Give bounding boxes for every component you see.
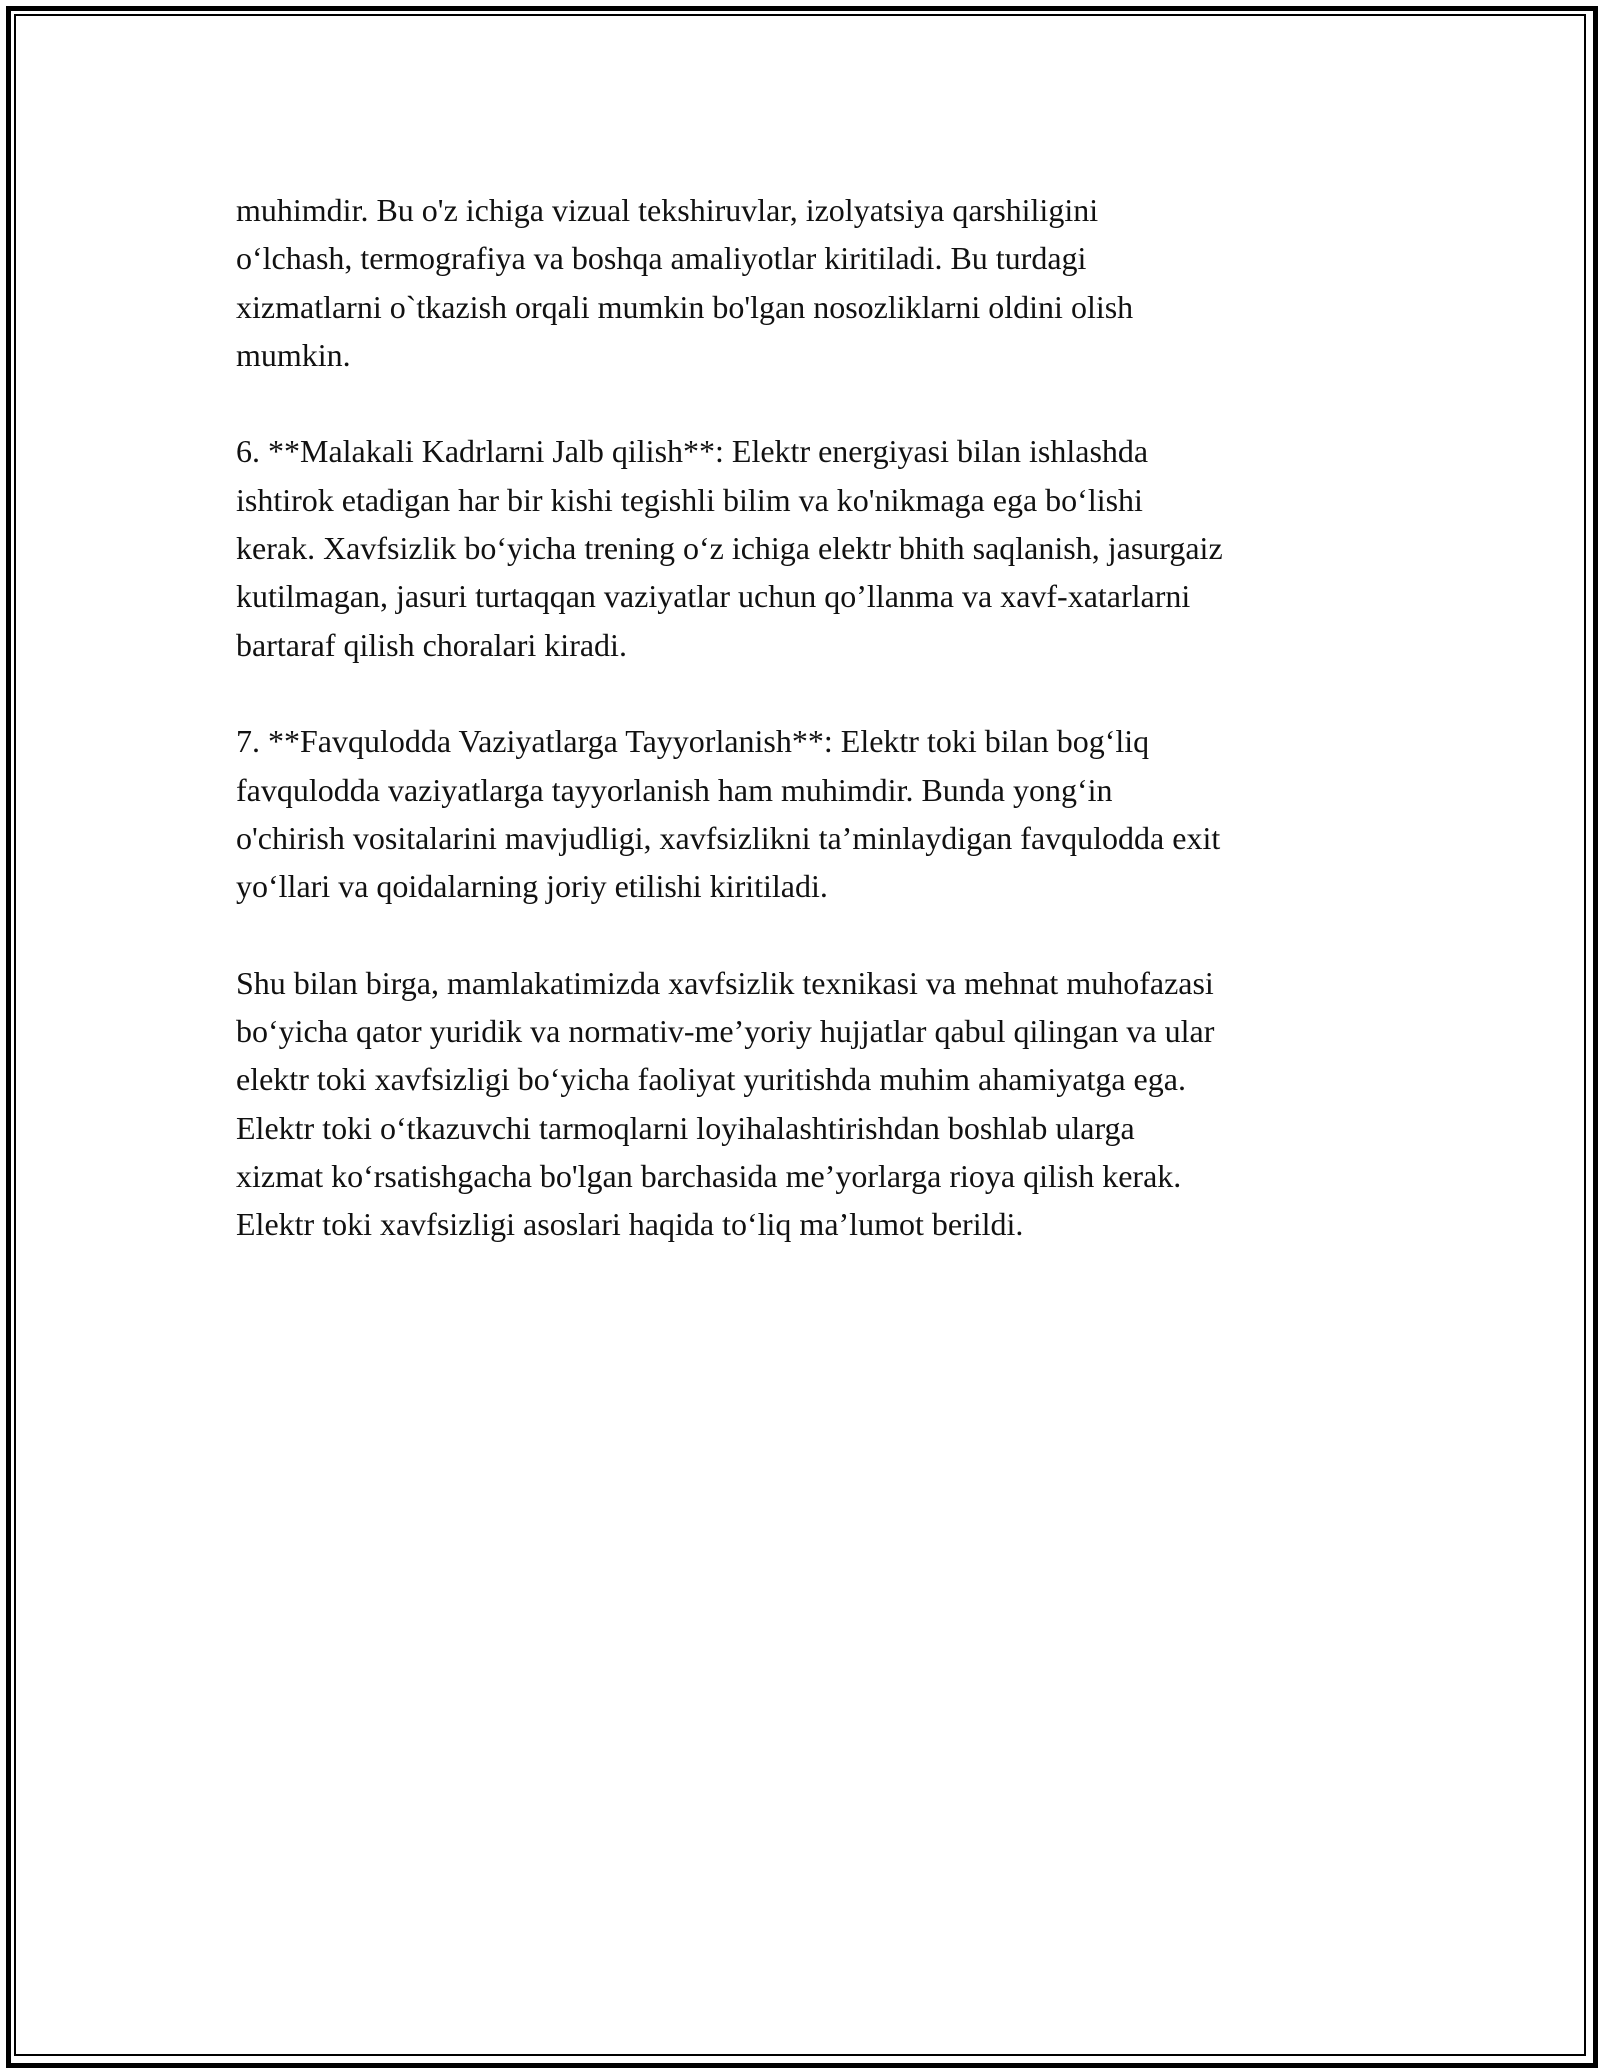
text-line: bo‘yicha qator yuridik va normativ-me’yoriy hujjatlar qabul qilingan va ular: [236, 1013, 1215, 1050]
paragraph-item-6-qualified-staff: [236, 427, 1376, 668]
text-line: yo‘llari va qoidalarning joriy etilishi kiritiladi.: [236, 868, 828, 905]
text-line: Shu bilan birga, mamlakatimizda xavfsizlik texnikasi va mehnat muhofazasi: [236, 964, 1214, 1001]
text-line: bartaraf qilish choralari kiradi.: [236, 626, 627, 663]
text-line: mumkin.: [236, 336, 351, 373]
text-line: muhimdir. Bu o'z ichiga vizual tekshiruvlar, izolyatsiya qarshiligini: [236, 192, 1099, 228]
text-line: favqulodda vaziyatlarga tayyorlanish ham muhimdir. Bunda yong‘in: [236, 771, 1113, 808]
text-line: kutilmagan, jasuri turtaqqan vaziyatlar uchun qo’llanma va xavf-xatarlarni: [236, 578, 1191, 615]
text-line: Elektr toki o‘tkazuvchi tarmoqlarni loyihalashtirishdan boshlab ularga: [236, 1109, 1135, 1146]
text-line: xizmat ko‘rsatishgacha bo'lgan barchasida me’yorlarga rioya qilish kerak.: [236, 1157, 1182, 1194]
paragraph-item-7-emergency-preparedness: [236, 717, 1376, 910]
text-line: ishtirok etadigan har bir kishi tegishli bilim va ko'nikmaga ega bo‘lishi: [236, 481, 1143, 518]
paragraph-inspection-continued: [236, 186, 1376, 379]
paragraph-conclusion: [236, 959, 1376, 1249]
text-line: o'chirish vositalarini mavjudligi, xavfsizlikni ta’minlaydigan favqulodda exit: [236, 819, 1221, 856]
text-line: o‘lchash, termografiya va boshqa amaliyotlar kiritiladi. Bu turdagi: [236, 240, 1087, 277]
text-line: elektr toki xavfsizligi bo‘yicha faoliyat yuritishda muhim ahamiyatga ega.: [236, 1061, 1186, 1098]
text-line: 6. **Malakali Kadrlarni Jalb qilish**: Elektr energiyasi bilan ishlashda: [236, 433, 1149, 470]
text-line: Elektr toki xavfsizligi asoslari haqida to‘liq ma’lumot berildi.: [236, 1206, 1024, 1243]
text-line: xizmatlarni o`tkazish orqali mumkin bo'lgan nosozliklarni oldini olish: [236, 288, 1134, 325]
text-line: kerak. Xavfsizlik bo‘yicha trening o‘z ichiga elektr bhith saqlanish, jasurgaiz: [236, 530, 1223, 567]
text-line: 7. **Favqulodda Vaziyatlarga Tayyorlanish**: Elektr toki bilan bog‘liq: [236, 723, 1150, 760]
document-body: [236, 186, 1376, 1297]
